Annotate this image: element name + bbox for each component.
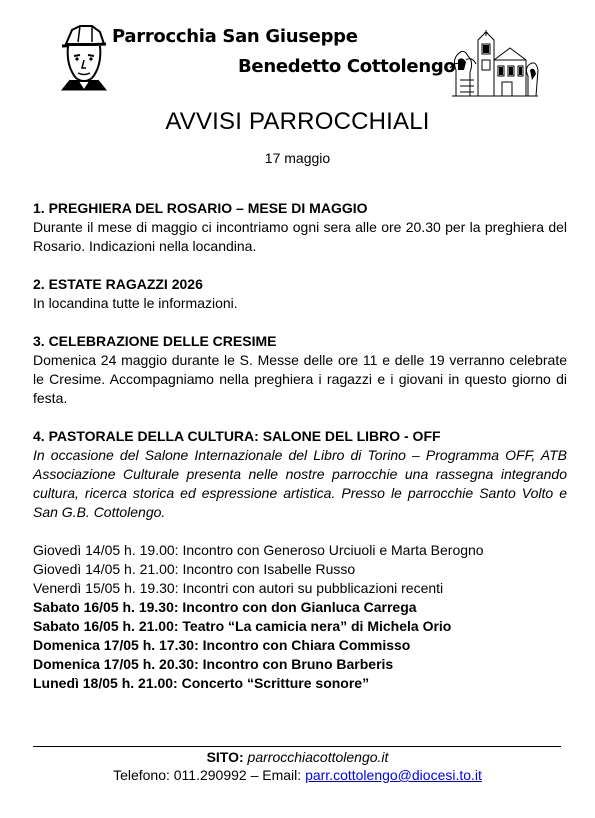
site-link[interactable]: parrocchiacottolengo.it [247, 749, 389, 765]
church-building-icon [448, 30, 542, 98]
email-link[interactable]: parr.cottolengo@diocesi.to.it [305, 767, 482, 783]
section-body: In occasione del Salone Internazionale del Libro di Torino – Programma OFF, ATB Associazione Culturale presenta nelle nostre parrocchie una rassegna integrando cultura, ricerca storica ed espressione artistica. Presso le parrocchie Santo Volto e San G.B. Cottolengo. [33, 447, 567, 520]
notice-rosary [33, 199, 567, 256]
list-item: Giovedì 14/05 h. 19.00: Incontro con Generoso Urciuoli e Marta Berogno [33, 542, 484, 558]
notice-date: 17 maggio [264, 150, 331, 166]
footer-contacts [0, 767, 595, 783]
section-body: In locandina tutte le informazioni. [33, 295, 238, 311]
site-label: SITO: [206, 749, 244, 765]
header-parish-name: Parrocchia San Giuseppe [112, 26, 358, 47]
section-heading: 2. ESTATE RAGAZZI 2026 [33, 276, 203, 292]
section-body: Durante il mese di maggio ci incontriamo ogni sera alle ore 20.30 per la preghiera del Rosario. Indicazioni nella locandina. [33, 219, 567, 254]
header-parish-subtitle: Benedetto Cottolengo [238, 56, 456, 77]
phone-text: Telefono: 011.290992 – Email: [113, 767, 302, 783]
section-heading: 1. PREGHIERA DEL ROSARIO – MESE DI MAGGIO [33, 200, 368, 216]
list-item: Lunedì 18/05 h. 21.00: Concerto “Scritture sonore” [33, 675, 370, 691]
notice-summer-kids [33, 275, 567, 313]
section-body: Domenica 24 maggio durante le S. Messe delle ore 11 e delle 19 verranno celebrate le Cresime. Accompagniamo nella preghiera i ragazzi e i giovani in questo giorno di festa. [33, 352, 567, 406]
list-item: Sabato 16/05 h. 19.30: Incontro con don Gianluca Carrega [33, 599, 417, 615]
notice-book-fair [33, 427, 567, 522]
page-title: AVVISI PARROCCHIALI [165, 108, 430, 135]
section-heading: 4. PASTORALE DELLA CULTURA: SALONE DEL LIBRO - OFF [33, 428, 441, 444]
footer-site [0, 749, 595, 765]
list-item: Venerdì 15/05 h. 19.30: Incontri con autori su pubblicazioni recenti [33, 580, 444, 596]
list-item: Sabato 16/05 h. 21.00: Teatro “La camicia nera” di Michela Orio [33, 618, 452, 634]
list-item: Domenica 17/05 h. 17.30: Incontro con Chiara Commisso [33, 637, 411, 653]
event-list [33, 541, 567, 693]
notices-content [33, 199, 567, 693]
footer-divider [33, 746, 561, 747]
section-heading: 3. CELEBRAZIONE DELLE CRESIME [33, 333, 277, 349]
priest-portrait-icon [58, 22, 110, 92]
list-item: Domenica 17/05 h. 20.30: Incontro con Bruno Barberis [33, 656, 394, 672]
list-item: Giovedì 14/05 h. 21.00: Incontro con Isabelle Russo [33, 561, 356, 577]
notice-confirmations [33, 332, 567, 408]
